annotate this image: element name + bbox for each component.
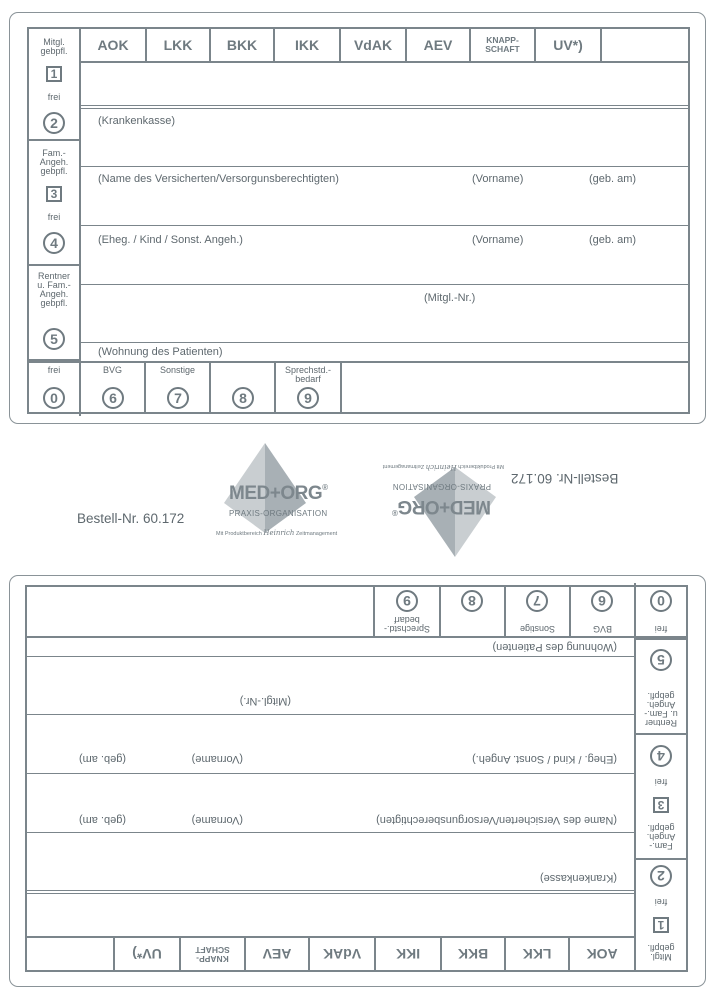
circle-5[interactable]: 5 <box>43 328 65 350</box>
bottom-options-row <box>81 361 688 412</box>
bvg-label: BVG <box>102 365 122 375</box>
divider-2-inverted <box>27 890 634 891</box>
circle-4[interactable]: 4 <box>43 232 65 254</box>
kasse-aev[interactable]: AEV <box>407 29 471 61</box>
frei-label-2: frei <box>47 212 61 222</box>
logo-registered: ® <box>322 483 328 492</box>
frei-label-1: frei <box>47 92 61 102</box>
kasse-knappschaft-inverted[interactable]: KNAPP- SCHAFT <box>179 938 244 970</box>
field-geb-am-1-inverted: (geb. am) <box>78 814 126 826</box>
divider-6 <box>81 342 688 343</box>
status-block-family <box>29 141 79 266</box>
circle-4-inverted[interactable]: 4 <box>650 745 672 767</box>
bottom-cell-frei <box>29 361 81 416</box>
circle-8[interactable]: 8 <box>232 387 254 409</box>
members-label: Mitgl. gebpfl. <box>40 37 68 56</box>
byline-left: Mit Produktbereich <box>216 531 262 537</box>
field-versicherter-inverted: (Name des Versicherten/Versorgunsberechtigten) <box>376 814 617 826</box>
bottom-cell-frei-inverted <box>634 583 686 638</box>
status-block-pensioner <box>29 266 79 361</box>
field-mitgl-nr: (Mitgl.-Nr.) <box>424 292 476 304</box>
kasse-ikk[interactable]: IKK <box>275 29 341 61</box>
checkbox-3-inverted[interactable]: 3 <box>653 797 669 813</box>
circle-2-inverted[interactable]: 2 <box>650 865 672 887</box>
status-block-members <box>29 29 79 141</box>
field-vorname-1-inverted: (Vorname) <box>191 814 243 826</box>
logo-text: MED+ORG <box>229 483 323 504</box>
family-label-inverted: Fam.- Angeh. gebpfl. <box>646 823 676 851</box>
circle-0[interactable]: 0 <box>43 387 65 409</box>
frei-label-2-inverted: frei <box>654 777 668 787</box>
logo-byline <box>216 529 337 537</box>
circle-6-inverted[interactable]: 6 <box>591 590 613 612</box>
field-krankenkasse-inverted: (Krankenkasse) <box>539 872 617 884</box>
bvg-label-inverted: BVG <box>593 624 613 634</box>
field-angehoeriger: (Eheg. / Kind / Sonst. Angeh.) <box>98 234 243 246</box>
divider-4 <box>81 225 688 226</box>
byline-script-inverted: Heinrich <box>425 463 457 471</box>
circle-9[interactable]: 9 <box>297 387 319 409</box>
status-block-family-inverted <box>636 733 686 858</box>
field-vorname-2: (Vorname) <box>472 234 524 246</box>
order-number: Bestell-Nr. 60.172 <box>77 511 185 526</box>
pensioner-label-inverted: Rentner u. Fam.- Angeh. gebpfl. <box>644 691 678 728</box>
logo-text-inverted: MED+ORG <box>397 496 491 517</box>
bottom-cell-sprechstd-inverted <box>373 587 439 636</box>
order-number-inverted: Bestell-Nr. 60.172 <box>511 471 619 486</box>
circle-8-inverted[interactable]: 8 <box>461 590 483 612</box>
bottom-cell-bvg <box>81 363 146 412</box>
patient-form <box>27 27 690 414</box>
branding-strip <box>0 425 715 575</box>
medorg-logo <box>200 443 350 558</box>
field-vorname-2-inverted: (Vorname) <box>191 753 243 765</box>
status-block-pensioner-inverted <box>636 638 686 733</box>
kasse-aev-inverted[interactable]: AEV <box>244 938 308 970</box>
bottom-cell-8 <box>211 363 276 412</box>
circle-9-inverted[interactable]: 9 <box>396 590 418 612</box>
kasse-aok-inverted[interactable]: AOK <box>568 938 634 970</box>
field-wohnung: (Wohnung des Patienten) <box>98 346 223 358</box>
field-geb-am-2: (geb. am) <box>589 234 637 246</box>
bottom-cell-sprechstd <box>276 363 342 412</box>
kasse-lkk-inverted[interactable]: LKK <box>504 938 568 970</box>
kasse-ikk-inverted[interactable]: IKK <box>374 938 440 970</box>
insurance-type-row-inverted <box>27 936 634 970</box>
logo-tagline: PRAXIS-ORGANISATION <box>229 509 328 518</box>
kasse-bkk[interactable]: BKK <box>211 29 275 61</box>
logo-byline-inverted <box>383 463 504 471</box>
bottom-cell-sonstige <box>146 363 211 412</box>
circle-2[interactable]: 2 <box>43 112 65 134</box>
divider-5 <box>81 284 688 285</box>
kasse-bkk-inverted[interactable]: BKK <box>440 938 504 970</box>
divider-5-inverted <box>27 714 634 715</box>
kasse-uv-inverted[interactable]: UV*) <box>113 938 179 970</box>
members-label-inverted: Mitgl. gebpfl. <box>647 943 675 962</box>
divider-1 <box>81 105 688 106</box>
checkbox-1[interactable]: 1 <box>46 66 62 82</box>
field-wohnung-inverted: (Wohnung des Patienten) <box>492 641 617 653</box>
pensioner-label: Rentner u. Fam.- Angeh. gebpfl. <box>37 271 71 308</box>
byline-left-inverted: Mit Produktbereich <box>458 463 504 469</box>
sprechstd-label-inverted: Sprechstd.- bedarf <box>383 615 431 634</box>
byline-script: Heinrich <box>263 529 295 537</box>
field-geb-am-1: (geb. am) <box>589 173 637 185</box>
byline-right: Zeitmanagement <box>295 531 338 537</box>
circle-7[interactable]: 7 <box>167 387 189 409</box>
divider-3-inverted <box>27 832 634 833</box>
card-bottom <box>9 575 706 987</box>
divider-2 <box>81 108 688 109</box>
insurance-status-column <box>29 29 81 412</box>
patient-form-inverted <box>25 585 688 972</box>
circle-5-inverted[interactable]: 5 <box>650 649 672 671</box>
divider-1-inverted <box>27 893 634 894</box>
frei-label-1-inverted: frei <box>654 897 668 907</box>
kasse-vdak-inverted[interactable]: VdAK <box>308 938 374 970</box>
card-top <box>9 12 706 424</box>
sonstige-label: Sonstige <box>159 365 196 375</box>
field-vorname-1: (Vorname) <box>472 173 524 185</box>
byline-right-inverted: Zeitmanagement <box>382 463 425 469</box>
kasse-aok[interactable]: AOK <box>81 29 147 61</box>
divider-6-inverted <box>27 656 634 657</box>
bottom-frei-label: frei <box>47 365 61 375</box>
bottom-cell-sonstige-inverted <box>504 587 569 636</box>
divider-4-inverted <box>27 773 634 774</box>
medorg-logo-inverted <box>370 442 520 557</box>
circle-7-inverted[interactable]: 7 <box>526 590 548 612</box>
status-block-members-inverted <box>636 858 686 970</box>
circle-6[interactable]: 6 <box>102 387 124 409</box>
bottom-cell-bvg-inverted <box>569 587 634 636</box>
field-mitgl-nr-inverted: (Mitgl.-Nr.) <box>239 695 291 707</box>
field-geb-am-2-inverted: (geb. am) <box>78 753 126 765</box>
checkbox-1-inverted[interactable]: 1 <box>653 917 669 933</box>
sonstige-label-inverted: Sonstige <box>519 624 556 634</box>
bottom-frei-label-inverted: frei <box>654 624 668 634</box>
field-angehoeriger-inverted: (Eheg. / Kind / Sonst. Angeh.) <box>472 753 617 765</box>
checkbox-3[interactable]: 3 <box>46 186 62 202</box>
insurance-status-column-inverted <box>634 587 686 970</box>
field-krankenkasse: (Krankenkasse) <box>98 115 176 127</box>
circle-0-inverted[interactable]: 0 <box>650 590 672 612</box>
bottom-cell-8-inverted <box>439 587 504 636</box>
family-label: Fam.- Angeh. gebpfl. <box>39 148 69 176</box>
bottom-options-row-inverted <box>27 587 634 638</box>
kasse-uv[interactable]: UV*) <box>536 29 602 61</box>
kasse-blank[interactable] <box>602 29 692 61</box>
insurance-type-row <box>81 29 688 63</box>
logo-registered-inverted: ® <box>392 508 398 517</box>
kasse-lkk[interactable]: LKK <box>147 29 211 61</box>
kasse-knappschaft[interactable]: KNAPP- SCHAFT <box>471 29 536 61</box>
kasse-vdak[interactable]: VdAK <box>341 29 407 61</box>
divider-3 <box>81 166 688 167</box>
kasse-blank-inverted[interactable] <box>23 938 113 970</box>
logo-tagline-inverted: PRAXIS-ORGANISATION <box>392 482 491 491</box>
sprechstd-label: Sprechstd.- bedarf <box>284 365 332 384</box>
field-versicherter: (Name des Versicherten/Versorgunsberechtigten) <box>98 173 339 185</box>
